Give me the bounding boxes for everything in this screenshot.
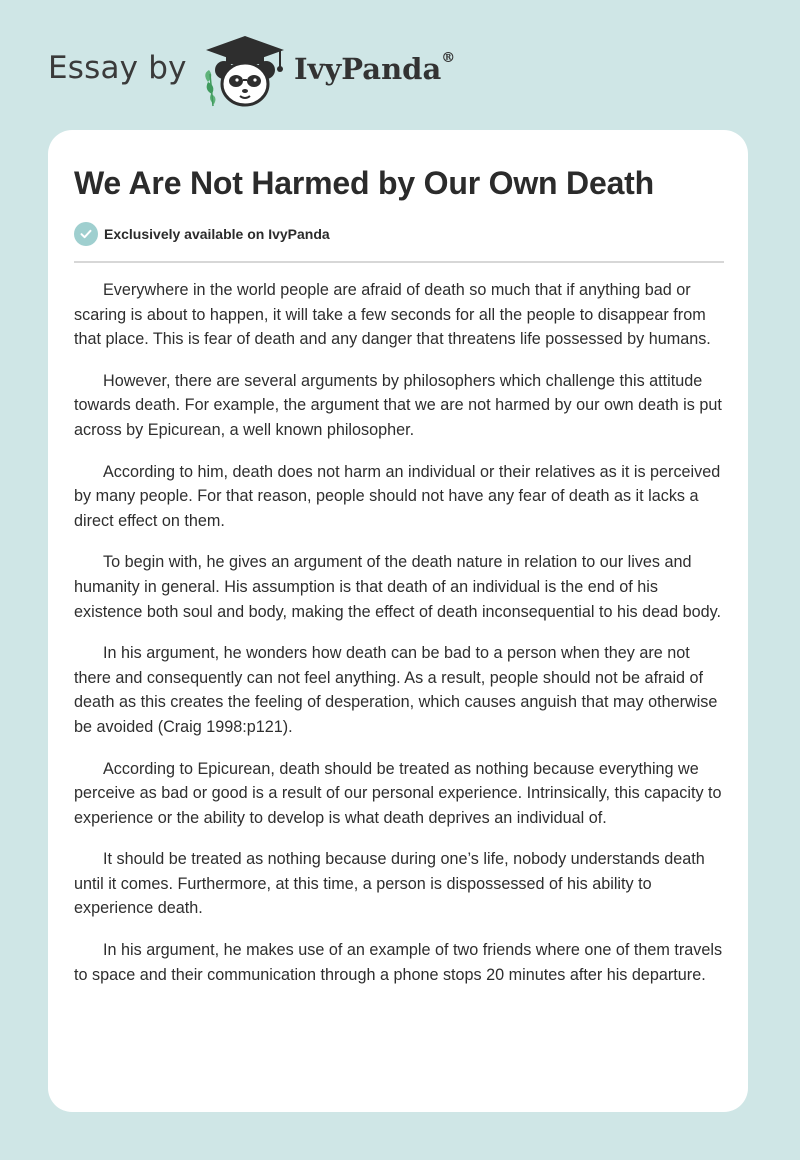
essay-card — [48, 130, 748, 1112]
paragraph: Everywhere in the world people are afraid of death so much that if anything bad or scaring is about to happen, it will take a few seconds for all the people to disappear from that place. This is fear of death and any danger that threatens life possessed by humans. — [74, 281, 711, 349]
paragraph: According to him, death does not harm an individual or their relatives as it is perceived by many people. For that reason, people should not have any fear of death as it lacks a direct effect on them. — [74, 462, 721, 530]
page-title: We Are Not Harmed by Our Own Death — [74, 165, 654, 201]
site-header — [0, 0, 800, 130]
paragraph: According to Epicurean, death should be treated as nothing because everything we perceive as bad or good is a result of our personal experience. Intrinsically, this capacity to experience or the ability to develop is what death deprives an individual of. — [74, 759, 722, 827]
paragraph: It should be treated as nothing because during one’s life, nobody understands death until it comes. Furthermore, at this time, a person is dispossessed of his ability to experience death. — [74, 850, 705, 918]
check-circle-icon — [74, 222, 98, 246]
exclusive-label: Exclusively available on IvyPanda — [104, 226, 330, 242]
paragraph: In his argument, he wonders how death can be bad to a person when they are not there and consequently can not feel anything. As a result, people should not be afraid of death as this creates the feeling of desperation, which causes anguish that may otherwise be avoided (Craig 1998:p121). — [74, 644, 718, 736]
paragraph: However, there are several arguments by philosophers which challenge this attitude towards death. For example, the argument that we are not harmed by our own death is put across by Epicurean, a well known philosopher. — [74, 371, 722, 439]
essay-body — [74, 278, 726, 1004]
exclusive-badge — [74, 222, 330, 246]
paragraph: To begin with, he gives an argument of the death nature in relation to our lives and humanity in general. His assumption is that death of an individual is the end of his existence both soul and body, making the effect of death inconsequential to his dead body. — [74, 553, 722, 621]
essay-by-label: Essay by — [48, 50, 187, 86]
brand-name-text: IvyPanda — [294, 52, 442, 86]
panda-graduate-logo-icon[interactable] — [200, 34, 290, 110]
brand-name[interactable] — [294, 52, 455, 86]
paragraph: In his argument, he makes use of an example of two friends where one of them travels to space and their communication through a phone stops 20 minutes after his departure. — [74, 941, 723, 984]
registered-mark: ® — [441, 50, 456, 66]
divider — [74, 261, 724, 263]
